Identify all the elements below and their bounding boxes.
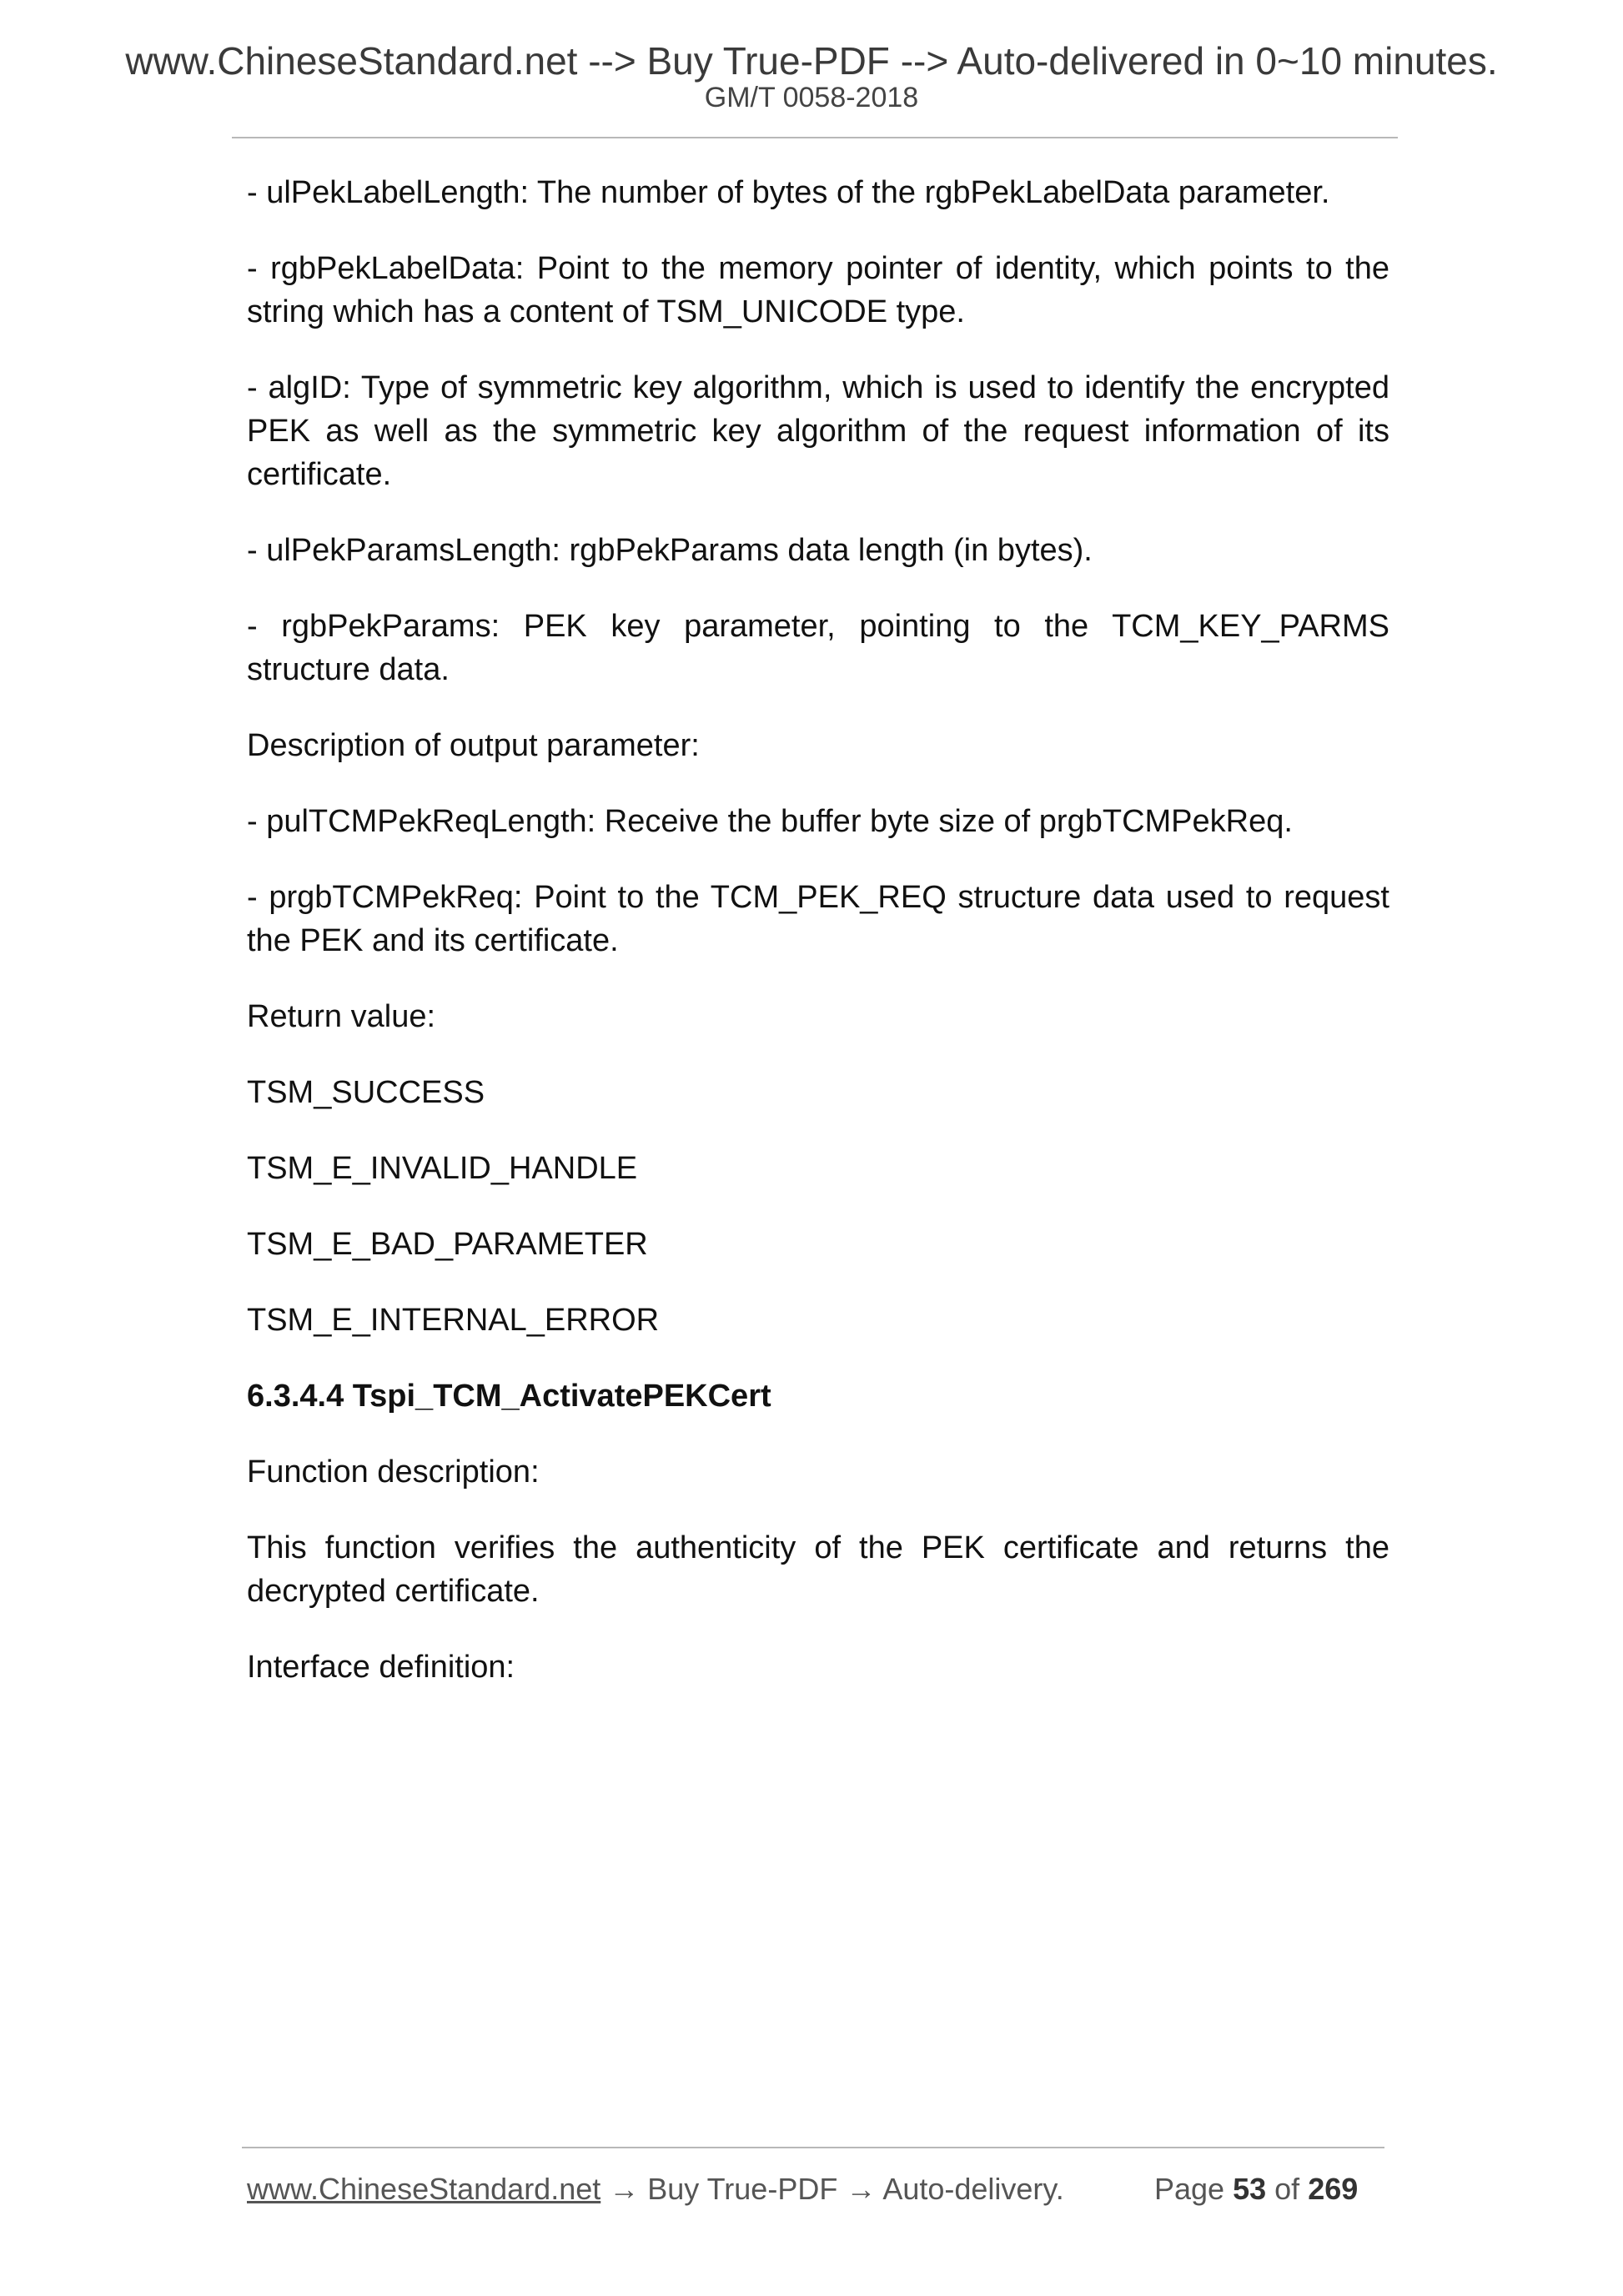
page-indicator xyxy=(1154,2168,1358,2210)
interface-definition-label: Interface definition: xyxy=(247,1650,515,1685)
site-banner: www.ChineseStandard.net --> Buy True-PDF --> Auto-delivered in 0~10 minutes. xyxy=(125,39,1498,83)
output-params-label: Description of output parameter: xyxy=(247,728,700,763)
param-rgbpeklabeldata: - rgbPekLabelData: Point to the memory pointer of identity, which points to the string which has a content of TSM_UNICODE type. xyxy=(247,251,1389,329)
page-label: Page xyxy=(1154,2172,1225,2206)
footer-promo xyxy=(247,2168,1064,2210)
footer-promo-text: → Buy True-PDF → Auto-delivery. xyxy=(600,2172,1064,2206)
param-prgbtcmpekreq: - prgbTCMPekReq: Point to the TCM_PEK_REQ structure data used to request the PEK and its certificate. xyxy=(247,880,1389,958)
page-number: 53 xyxy=(1233,2172,1267,2206)
section-heading: 6.3.4.4 Tspi_TCM_ActivatePEKCert xyxy=(247,1379,771,1414)
param-ulpeklabellength: - ulPekLabelLength: The number of bytes of the rgbPekLabelData parameter. xyxy=(247,175,1330,210)
function-description-label: Function description: xyxy=(247,1454,540,1490)
return-code: TSM_E_INTERNAL_ERROR xyxy=(247,1303,660,1338)
function-description-text: This function verifies the authenticity of the PEK certificate and returns the decrypted certificate. xyxy=(247,1530,1389,1609)
return-code: TSM_E_BAD_PARAMETER xyxy=(247,1227,648,1262)
total-pages: 269 xyxy=(1308,2172,1359,2206)
page-body xyxy=(247,171,1389,1721)
footer-site-link[interactable]: www.ChineseStandard.net xyxy=(247,2172,601,2206)
return-value-label: Return value: xyxy=(247,999,436,1034)
param-ulpekparamslength: - ulPekParamsLength: rgbPekParams data length (in bytes). xyxy=(247,533,1093,568)
param-rgbpekparams: - rgbPekParams: PEK key parameter, pointing to the TCM_KEY_PARMS structure data. xyxy=(247,609,1389,687)
footer-divider xyxy=(242,2147,1384,2148)
document-code: GM/T 0058-2018 xyxy=(704,82,919,113)
return-code: TSM_SUCCESS xyxy=(247,1075,485,1110)
of-label: of xyxy=(1274,2172,1300,2206)
param-algid: - algID: Type of symmetric key algorithm, which is used to identify the encrypted PEK as well as the symmetric key algorithm of the request information of its certificate. xyxy=(247,370,1389,492)
return-code: TSM_E_INVALID_HANDLE xyxy=(247,1151,638,1186)
header-divider xyxy=(232,137,1398,138)
param-pultcmpekreqlength: - pulTCMPekReqLength: Receive the buffer byte size of prgbTCMPekReq. xyxy=(247,804,1293,839)
page-footer xyxy=(247,2168,1389,2210)
